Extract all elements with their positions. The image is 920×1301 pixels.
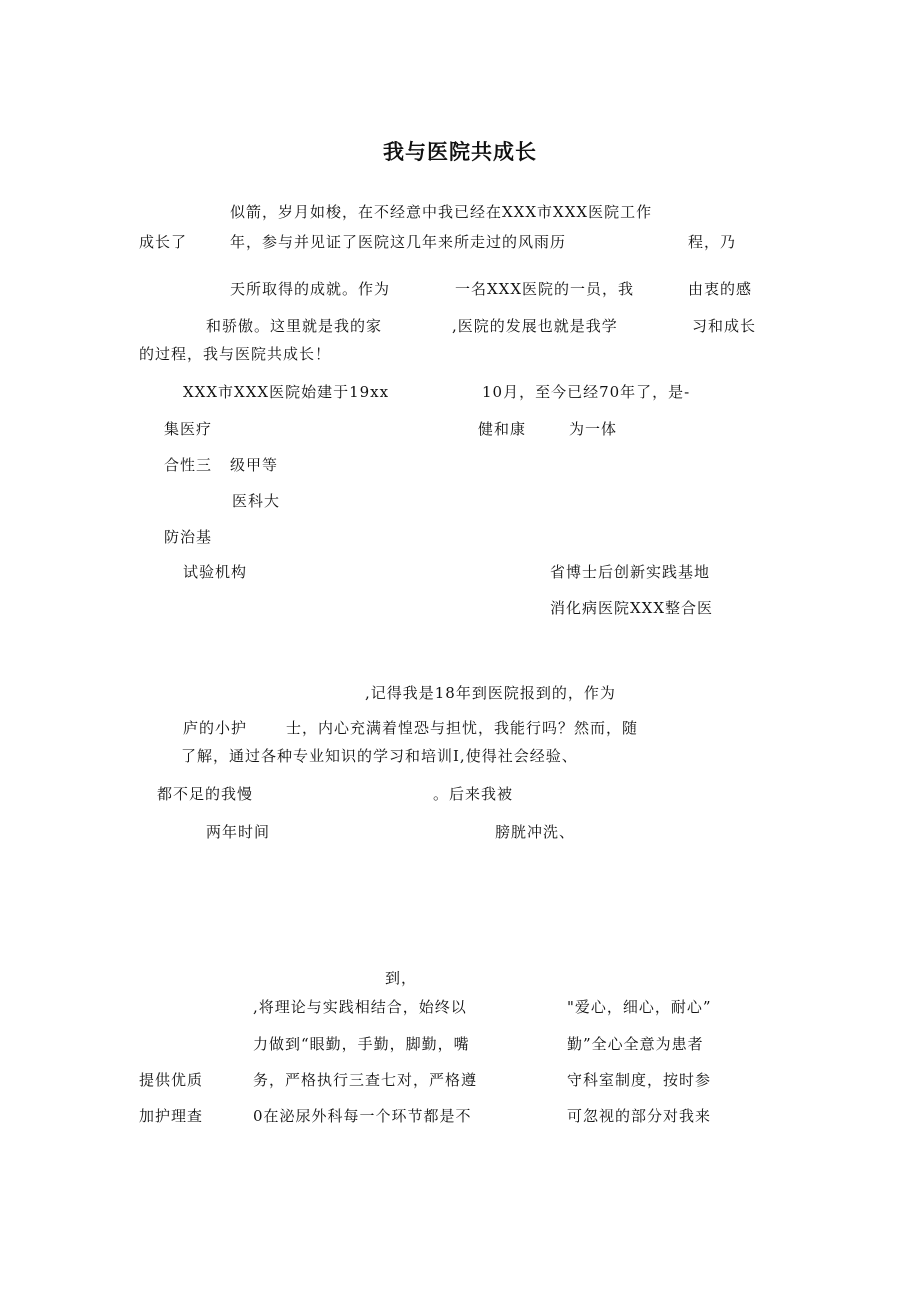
text-fragment: 。后来我被 xyxy=(433,785,514,803)
text-fragment: 似箭，岁月如梭，在不经意中我已经在XXX市XXX医院工作 xyxy=(230,203,653,221)
document-title: 我与医院共成长 xyxy=(383,140,537,164)
text-fragment: "爱心，细心，耐心” xyxy=(567,998,712,1016)
text-fragment: 庐的小护 xyxy=(183,719,248,737)
text-fragment: 加护理查 xyxy=(139,1107,204,1125)
text-fragment: 年，参与并见证了医院这几年来所走过的风雨历 xyxy=(230,233,567,251)
text-fragment: 守科室制度，按时参 xyxy=(567,1071,712,1089)
text-fragment: ,记得我是18年到医院报到的，作为 xyxy=(365,684,616,702)
text-fragment: 一名XXX医院的一员，我 xyxy=(455,280,635,298)
text-fragment: XXX市XXX医院始建于19xx xyxy=(183,383,390,401)
text-fragment: 可忽视的部分对我来 xyxy=(567,1107,712,1125)
text-fragment: 天所取得的成就。作为 xyxy=(230,280,391,298)
text-fragment: 由衷的感 xyxy=(688,280,753,298)
text-fragment: 合性三 xyxy=(164,456,213,474)
text-fragment: 程，乃 xyxy=(688,233,737,251)
text-fragment: 提供优质 xyxy=(139,1071,204,1089)
text-fragment: 医科大 xyxy=(232,492,281,510)
text-fragment: 消化病医院XXX整合医 xyxy=(550,599,714,617)
text-fragment: 力做到“眼勤，手勤，脚勤，嘴 xyxy=(253,1035,470,1053)
text-fragment: 省博士后创新实践基地 xyxy=(550,563,711,581)
text-fragment: 了解，通过各种专业知识的学习和培训I,使得社会经验、 xyxy=(181,747,578,765)
text-fragment: 都不足的我慢 xyxy=(157,785,254,803)
text-fragment: 的过程，我与医院共成长！ xyxy=(139,345,332,363)
text-fragment: 成长了 xyxy=(139,233,188,251)
text-fragment: 为一体 xyxy=(569,420,618,438)
text-fragment: 到， xyxy=(385,969,418,987)
text-fragment: 勤”全心全意为患者 xyxy=(567,1035,704,1053)
text-fragment: 0在泌尿外科每一个环节都是不 xyxy=(253,1107,472,1125)
text-fragment: 和骄傲。这里就是我的家 xyxy=(206,317,383,335)
text-fragment: 试验机构 xyxy=(183,563,248,581)
text-fragment: 健和康 xyxy=(478,420,527,438)
text-fragment: ,将理论与实践相结合，始终以 xyxy=(253,998,467,1016)
text-fragment: 膀胱冲洗、 xyxy=(495,823,576,841)
text-fragment: 10月，至今已经70年了，是- xyxy=(482,383,691,401)
text-fragment: 级甲等 xyxy=(230,456,279,474)
text-fragment: 防治基 xyxy=(164,528,213,546)
text-fragment: 务，严格执行三查七对，严格遵 xyxy=(253,1071,478,1089)
text-fragment: 两年时间 xyxy=(206,823,271,841)
text-fragment: 集医疗 xyxy=(164,420,213,438)
text-fragment: 习和成长 xyxy=(692,317,757,335)
text-fragment: ,医院的发展也就是我学 xyxy=(452,317,618,335)
text-fragment: 士，内心充满着惶恐与担忧，我能行吗？然而，随 xyxy=(286,719,639,737)
